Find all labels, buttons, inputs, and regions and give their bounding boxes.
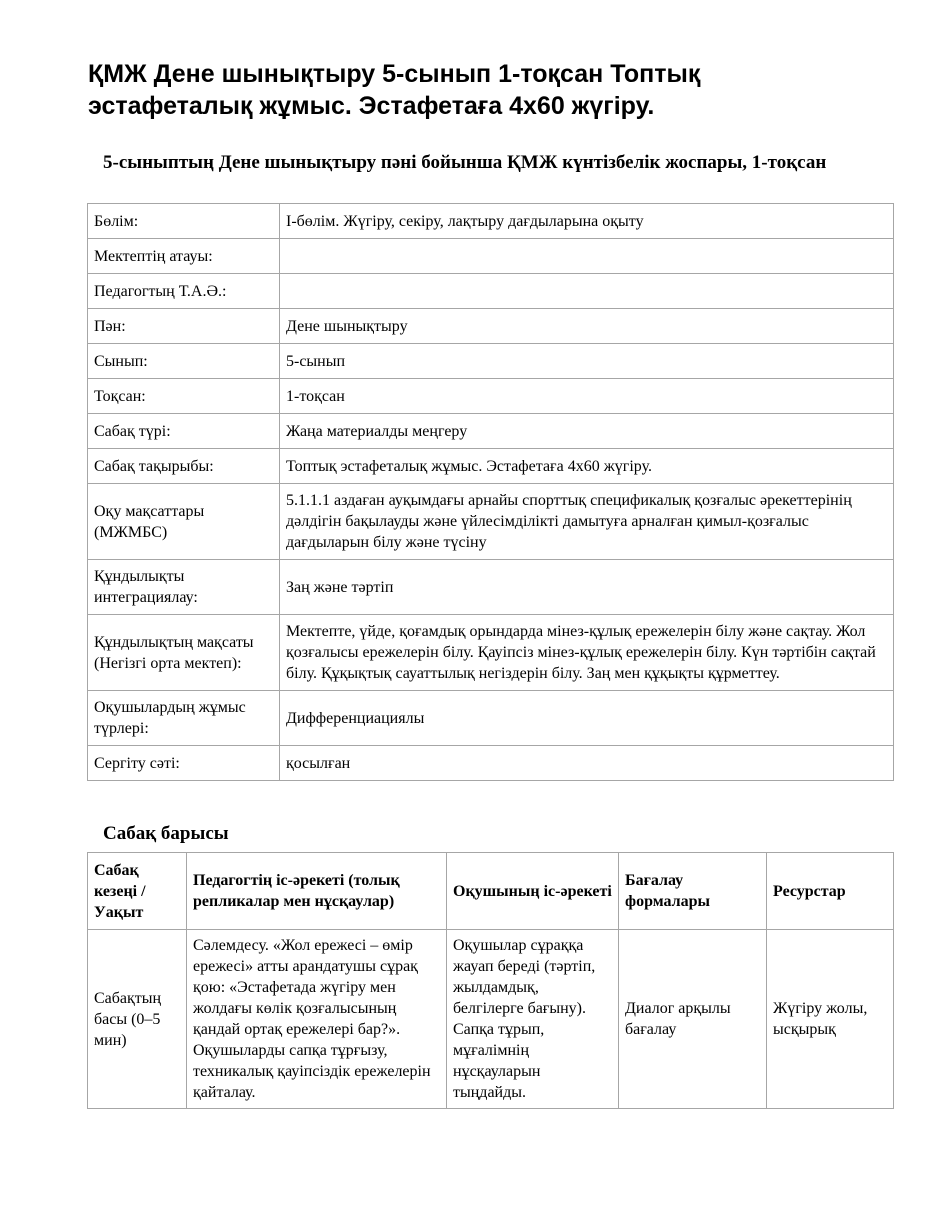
info-value: Жаңа материалды меңгеру bbox=[280, 414, 894, 449]
plan-section-heading: 5-сыныптың Дене шынықтыру пәні бойынша ҚМЖ күнтізбелік жоспары, 1-тоқсан bbox=[103, 152, 827, 173]
info-value: Топтық эстафеталық жұмыс. Эстафетаға 4х60 жүгіру. bbox=[280, 449, 894, 484]
info-row-school bbox=[88, 239, 894, 274]
info-label: Оқушылардың жұмыс түрлері: bbox=[88, 691, 280, 746]
column-header-resources: Ресурстар bbox=[767, 853, 894, 930]
column-header-student-actions: Оқушының іс-әрекеті bbox=[447, 853, 619, 930]
info-value: Дифференциациялы bbox=[280, 691, 894, 746]
info-value bbox=[280, 274, 894, 309]
info-label: Оқу мақсаттары (МЖМБС) bbox=[88, 484, 280, 560]
lesson-header-row bbox=[88, 853, 894, 930]
info-row-grade bbox=[88, 344, 894, 379]
document-title: ҚМЖ Дене шынықтыру 5-сынып 1-тоқсан Топтық эстафеталық жұмыс. Эстафетаға 4х60 жүгіру. bbox=[88, 60, 701, 120]
info-label: Бөлім: bbox=[88, 204, 280, 239]
info-label: Сабақ тақырыбы: bbox=[88, 449, 280, 484]
lesson-plan-info-table bbox=[87, 203, 894, 781]
student-actions-cell: Оқушылар сұраққа жауап береді (тәртіп, жылдамдық, белгілерге бағыну). Сапқа тұрып, мұғалімнің нұсқауларын тыңдайды. bbox=[447, 930, 619, 1109]
lesson-row bbox=[88, 930, 894, 1109]
info-value: 1-тоқсан bbox=[280, 379, 894, 414]
info-row-quarter bbox=[88, 379, 894, 414]
info-value: 5-сынып bbox=[280, 344, 894, 379]
column-header-teacher-actions: Педагогтің іс-әрекеті (толық репликалар мен нұсқаулар) bbox=[187, 853, 447, 930]
lesson-stage-cell: Сабақтың басы (0–5 мин) bbox=[88, 930, 187, 1109]
info-label: Мектептің атауы: bbox=[88, 239, 280, 274]
info-row-work-types bbox=[88, 691, 894, 746]
info-value: Заң және тәртіп bbox=[280, 560, 894, 615]
info-label: Құндылықтың мақсаты (Негізгі орта мектеп): bbox=[88, 615, 280, 691]
info-row-teacher bbox=[88, 274, 894, 309]
teacher-actions-cell: Сәлемдесу. «Жол ережесі – өмір ережесі» атты арандатушы сұрақ қою: «Эстафетада жүгіру мен жолдағы көлік қозғалысының қандай ортақ ережелері бар?». Оқушыларды сапқа тұрғызу, техникалық қауіпсіздік ережелерін қайталау. bbox=[187, 930, 447, 1109]
info-value bbox=[280, 239, 894, 274]
info-row-value-goal bbox=[88, 615, 894, 691]
info-label: Тоқсан: bbox=[88, 379, 280, 414]
info-label: Сынып: bbox=[88, 344, 280, 379]
info-row-lesson-topic bbox=[88, 449, 894, 484]
info-label: Сабақ түрі: bbox=[88, 414, 280, 449]
column-header-stage: Сабақ кезеңі / Уақыт bbox=[88, 853, 187, 930]
info-row-section bbox=[88, 204, 894, 239]
lesson-flow-table bbox=[87, 852, 894, 1109]
info-row-refresh-moment bbox=[88, 746, 894, 781]
info-row-lesson-type bbox=[88, 414, 894, 449]
info-label: Сергіту сәті: bbox=[88, 746, 280, 781]
assessment-cell: Диалог арқылы бағалау bbox=[619, 930, 767, 1109]
column-header-assessment: Бағалау формалары bbox=[619, 853, 767, 930]
info-value: Мектепте, үйде, қоғамдық орындарда мінез-құлық ережелерін білу және сақтау. Жол қозғалысы ережелерін білу. Қауіпсіз мінез-құлық ережелерін білу. Күн тәртібін сақтай білу. Құқықтық сауаттылық негіздерін білу. Заң мен құқықты құрметтеу. bbox=[280, 615, 894, 691]
info-row-value-integration bbox=[88, 560, 894, 615]
info-label: Педагогтың Т.А.Ә.: bbox=[88, 274, 280, 309]
lesson-section-heading: Сабақ барысы bbox=[103, 823, 229, 844]
info-row-subject bbox=[88, 309, 894, 344]
info-label: Құндылықты интеграциялау: bbox=[88, 560, 280, 615]
info-value: Дене шынықтыру bbox=[280, 309, 894, 344]
info-value: қосылған bbox=[280, 746, 894, 781]
resources-cell: Жүгіру жолы, ысқырық bbox=[767, 930, 894, 1109]
info-row-learning-objectives bbox=[88, 484, 894, 560]
info-value: І-бөлім. Жүгіру, секіру, лақтыру дағдыларына оқыту bbox=[280, 204, 894, 239]
info-value: 5.1.1.1 аздаған ауқымдағы арнайы спорттық спецификалық қозғалыс әрекеттерінің дәлдігін бақылауды және үйлесімділікті дамытуға арналған қимыл-қозғалыс дағдыларын білу және түсіну bbox=[280, 484, 894, 560]
info-label: Пән: bbox=[88, 309, 280, 344]
